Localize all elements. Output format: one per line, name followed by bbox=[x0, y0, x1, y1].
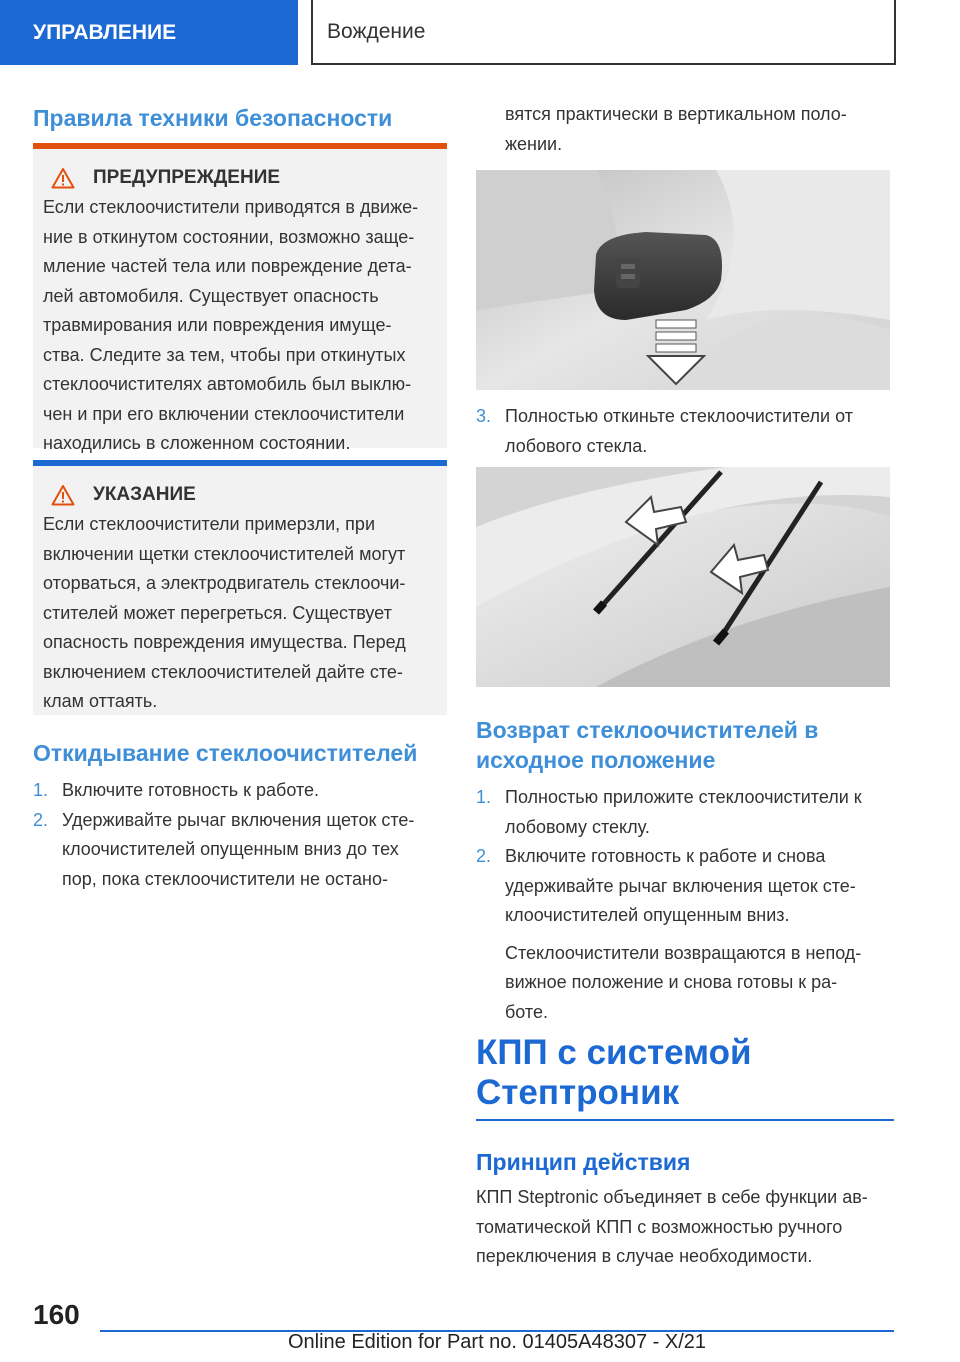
safety-title: Правила техники безопасности bbox=[33, 105, 393, 131]
step-line: клоочистителей опущенным вниз до тех bbox=[62, 839, 399, 859]
step-line: удерживайте рычаг включения щеток сте- bbox=[505, 875, 856, 896]
safety-section bbox=[33, 103, 447, 133]
windshield-wipers-illustration bbox=[476, 467, 890, 687]
step-item bbox=[476, 402, 894, 461]
warning-box bbox=[33, 143, 447, 453]
step3-block bbox=[476, 402, 894, 461]
result-line: боте. bbox=[505, 1001, 548, 1022]
step-number: 1. bbox=[476, 787, 492, 807]
wiper-lever-illustration bbox=[476, 170, 890, 390]
step-line: клоочистителей опущенным вниз. bbox=[505, 905, 790, 925]
subsection-header bbox=[311, 0, 896, 65]
warning-line: находились в сложенном состоянии. bbox=[43, 433, 351, 453]
windshield-wipers-image bbox=[476, 467, 890, 687]
return-title-line: Возврат стеклоочистителей в bbox=[476, 717, 819, 743]
notice-triangle-icon bbox=[51, 484, 75, 506]
fold-out-steps bbox=[33, 776, 447, 894]
section-tab bbox=[0, 0, 298, 65]
steptronic-title-line: КПП с системой bbox=[476, 1033, 752, 1072]
fold-out-title: Откидывание стеклоочистителей bbox=[33, 740, 418, 766]
step-line: Удерживайте рычаг включения щеток сте- bbox=[62, 809, 415, 830]
step-line: Полностью откиньте стеклоочистители от bbox=[505, 406, 853, 426]
principle-text bbox=[476, 1183, 894, 1272]
warning-line: мление частей тела или повреждение дета- bbox=[43, 256, 412, 276]
step-line: Включите готовность к работе. bbox=[62, 780, 320, 800]
notice-line: включением стеклоочистителей дайте сте- bbox=[43, 661, 403, 682]
step-item bbox=[33, 806, 447, 895]
fold-out-section bbox=[33, 738, 447, 894]
warning-label: ПРЕДУПРЕЖДЕНИЕ bbox=[93, 167, 281, 188]
steptronic-title-line: Стептроник bbox=[476, 1073, 680, 1112]
warning-line: чен и при его включении стеклоочистители bbox=[43, 403, 405, 424]
section-label: УПРАВЛЕНИЕ bbox=[33, 20, 177, 44]
step-line: Включите готовность к работе и снова bbox=[505, 846, 826, 866]
warning-line: ние в откинутом состоянии, возможно заще- bbox=[43, 226, 415, 247]
step-number: 3. bbox=[476, 406, 492, 426]
continuation-line: жении. bbox=[505, 133, 563, 154]
warning-text bbox=[43, 193, 437, 459]
step-item bbox=[476, 842, 894, 931]
notice-label: УКАЗАНИЕ bbox=[93, 484, 196, 505]
warning-heading bbox=[43, 167, 437, 189]
subsection-label: Вождение bbox=[327, 19, 426, 43]
principle-line: КПП Steptronic объединяет в себе функции ав- bbox=[476, 1187, 868, 1207]
step-item bbox=[33, 776, 447, 806]
page-number: 160 bbox=[33, 1299, 80, 1330]
notice-box bbox=[33, 460, 447, 715]
principle-line: томатической КПП с возможностью ручного bbox=[476, 1216, 843, 1237]
notice-line: опасность повреждения имущества. Перед bbox=[43, 632, 406, 652]
continuation-line: вятся практически в вертикальном поло- bbox=[505, 104, 847, 124]
step-item bbox=[476, 783, 894, 842]
steptronic-rule bbox=[476, 1119, 894, 1121]
warning-line: травмирования или повреждения имуще- bbox=[43, 315, 392, 335]
return-result bbox=[476, 939, 894, 1028]
notice-heading bbox=[43, 484, 437, 506]
step-line: пор, пока стеклоочистители не остано- bbox=[62, 868, 388, 889]
return-steps bbox=[476, 783, 894, 931]
principle-title: Принцип действия bbox=[476, 1149, 691, 1175]
return-section bbox=[476, 715, 894, 1027]
warning-line: лей автомобиля. Существует опасность bbox=[43, 285, 379, 306]
steptronic-section bbox=[476, 1033, 894, 1272]
notice-text bbox=[43, 510, 437, 717]
step-number: 2. bbox=[33, 809, 49, 830]
warning-line: ства. Следите за тем, чтобы при откинутых bbox=[43, 344, 406, 365]
edition-text: Online Edition for Part no. 01405A48307 - X/21 bbox=[287, 1331, 707, 1353]
step-line: лобового стекла. bbox=[505, 435, 648, 456]
notice-line: стителей может перегреться. Существует bbox=[43, 602, 392, 623]
fold-out-step3 bbox=[476, 402, 894, 461]
notice-line: оторваться, а электродвигатель стеклоочи- bbox=[43, 573, 406, 593]
warning-triangle-icon bbox=[51, 167, 75, 189]
notice-line: клам оттаять. bbox=[43, 691, 158, 711]
notice-line: Если стеклоочистители примерзли, при bbox=[43, 514, 375, 534]
principle-line: переключения в случае необходимости. bbox=[476, 1246, 813, 1266]
step-number: 1. bbox=[33, 780, 49, 800]
notice-bar bbox=[33, 460, 447, 466]
step-number: 2. bbox=[476, 846, 492, 866]
return-title-line: исходное положение bbox=[476, 747, 716, 773]
step-line: лобовому стеклу. bbox=[505, 816, 650, 837]
result-line: Стеклоочистители возвращаются в непод- bbox=[505, 942, 862, 963]
step-continuation bbox=[476, 100, 894, 159]
step-line: Полностью приложите стеклоочистители к bbox=[505, 787, 862, 807]
warning-bar bbox=[33, 143, 447, 149]
result-line: вижное положение и снова готовы к ра- bbox=[505, 972, 838, 992]
warning-line: Если стеклоочистители приводятся в движе- bbox=[43, 197, 419, 217]
wiper-lever-image bbox=[476, 170, 890, 390]
warning-line: стеклоочистителях автомобиль был выклю- bbox=[43, 374, 412, 394]
notice-line: включении щетки стеклоочистителей могут bbox=[43, 543, 406, 564]
